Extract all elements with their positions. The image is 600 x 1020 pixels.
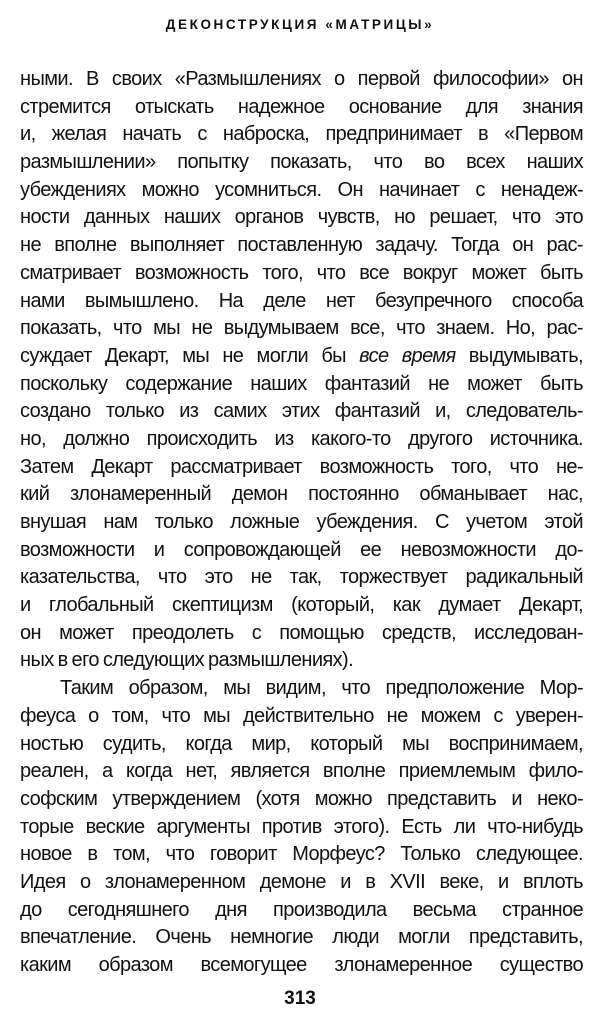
paragraph-1 bbox=[20, 66, 583, 675]
text-line: ностью судить, когда мир, который мы воспринимаем, bbox=[20, 732, 583, 755]
emphasis-text: все время bbox=[359, 344, 456, 367]
text-line: стремится отыскать надежное основание для знания bbox=[20, 95, 583, 118]
text-line: создано только из самих этих фантазий и, следователь- bbox=[20, 400, 583, 423]
text-line: феуса о том, что мы действительно не можем с уверен- bbox=[20, 704, 583, 727]
text-line: показать, что мы не выдумываем все, что знаем. Но, рас- bbox=[20, 317, 583, 340]
text-line: торые веские аргументы против этого). Есть ли что-нибудь bbox=[20, 815, 583, 838]
text-line: новое в том, что говорит Морфеус? Только следующее. bbox=[20, 843, 583, 866]
text-line: впечатление. Очень немногие люди могли представить, bbox=[20, 926, 583, 949]
text-line: софским утверждением (хотя можно представить и неко- bbox=[20, 787, 583, 810]
running-header: ДЕКОНСТРУКЦИЯ «МАТРИЦЫ» bbox=[165, 17, 435, 32]
text-line: размышлении» попытку показать, что во всех наших bbox=[20, 151, 583, 174]
text-line: до сегодняшнего дня производила весьма странное bbox=[20, 898, 583, 921]
page-number: 313 bbox=[284, 988, 316, 1009]
text-line: он может преодолеть с помощью средств, исследован- bbox=[20, 621, 583, 644]
text-line: Идея о злонамеренном демоне и в XVII веке, и вплоть bbox=[20, 870, 583, 893]
text-line: Затем Декарт рассматривает возможность того, что не- bbox=[20, 455, 583, 478]
text-line: поскольку содержание наших фантазий не может быть bbox=[20, 372, 583, 395]
text-segment: выдумывать, bbox=[455, 344, 583, 367]
text-segment: суждает Декарт, мы не могли бы bbox=[20, 344, 360, 367]
text-line: кий злонамеренный демон постоянно обманывает нас, bbox=[20, 483, 583, 506]
text-line: сматривает возможность того, что все вокруг может быть bbox=[20, 261, 583, 284]
page-body bbox=[20, 66, 583, 980]
text-line: убеждениях можно усомниться. Он начинает с ненадеж- bbox=[20, 178, 583, 201]
text-line: и глобальный скептицизм (который, как думает Декарт, bbox=[20, 594, 583, 617]
text-line: возможности и сопровождающей ее невозможности до- bbox=[20, 538, 583, 561]
text-line: внушая нам только ложные убеждения. С учетом этой bbox=[20, 511, 583, 533]
text-line: и, желая начать с наброска, предпринимает в «Первом bbox=[20, 123, 583, 146]
text-line-with-emphasis bbox=[20, 343, 583, 371]
text-line: но, должно происходить из какого-то другого источника. bbox=[20, 427, 583, 450]
text-line: не вполне выполняет поставленную задачу. Тогда он рас- bbox=[20, 234, 583, 257]
text-line: ности данных наших органов чувств, но решает, что это bbox=[20, 206, 583, 229]
text-line: казательства, что это не так, торжествует радикальный bbox=[20, 566, 583, 589]
text-line: нами вымышлено. На деле нет безупречного способа bbox=[20, 289, 583, 312]
text-line: реален, а когда нет, является вполне приемлемым фило- bbox=[20, 760, 583, 783]
text-line: каким образом всемогущее злонамеренное существо bbox=[20, 954, 583, 976]
text-line: ных в его следующих размышлениях). bbox=[20, 649, 354, 672]
text-line: ными. В своих «Размышлениях о первой философии» он bbox=[20, 68, 583, 90]
paragraph-2 bbox=[20, 675, 583, 980]
text-line: Таким образом, мы видим, что предположение Мор- bbox=[60, 677, 583, 700]
